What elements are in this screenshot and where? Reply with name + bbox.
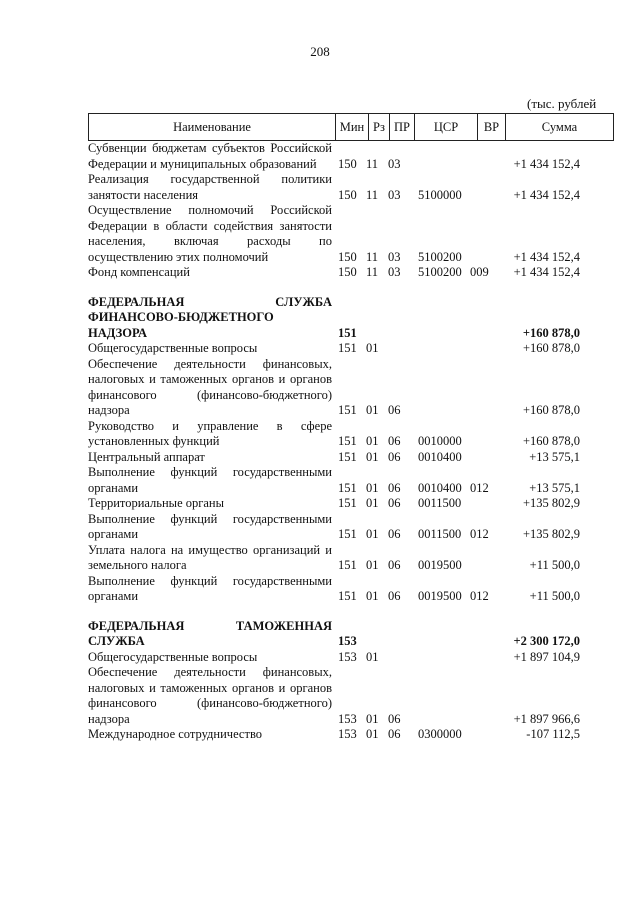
row-min: 151 bbox=[338, 527, 357, 541]
row-name: Обеспечение деятельности финансовых, налоговых и таможенных органов и органов финансового (финансово-бюджетного) надзора bbox=[88, 356, 332, 417]
row-sum: +1 897 104,9 bbox=[513, 649, 580, 664]
row-csr bbox=[412, 357, 470, 419]
row-min: 151 bbox=[338, 449, 357, 464]
row-min: 151 bbox=[338, 558, 357, 572]
row-csr: 0011500 bbox=[418, 527, 462, 541]
row-pr: 03 bbox=[388, 156, 401, 171]
row-min: 153 bbox=[338, 711, 357, 726]
row-rz: 01 bbox=[366, 527, 379, 541]
page-number: 208 bbox=[310, 44, 330, 59]
row-rz: 11 bbox=[366, 265, 379, 279]
row-vr bbox=[470, 496, 504, 512]
row-min: 151 bbox=[338, 325, 357, 340]
table-row bbox=[88, 141, 580, 172]
row-rz bbox=[366, 295, 388, 342]
row-name: Общегосударственные вопросы bbox=[88, 649, 258, 664]
row-name: Международное сотрудничество bbox=[88, 727, 263, 741]
row-sum: +135 802,9 bbox=[522, 496, 580, 510]
section-title: ФЕДЕРАЛЬНАЯ СЛУЖБА ФИНАНСОВО-БЮДЖЕТНОГО НАДЗОРА bbox=[88, 294, 332, 340]
row-min: 150 bbox=[338, 249, 357, 264]
row-name: Центральный аппарат bbox=[88, 449, 205, 464]
row-rz: 01 bbox=[366, 403, 379, 417]
row-min: 151 bbox=[338, 496, 357, 510]
row-pr: 06 bbox=[388, 449, 401, 464]
section-row bbox=[88, 619, 580, 650]
row-vr bbox=[470, 419, 504, 450]
row-sum: +135 802,9 bbox=[522, 527, 580, 541]
table-row bbox=[88, 574, 580, 605]
row-sum: +160 878,0 bbox=[522, 403, 580, 417]
row-name: Уплата налога на имущество организаций и земельного налога bbox=[88, 542, 332, 572]
table-row bbox=[88, 465, 580, 496]
row-csr bbox=[412, 295, 470, 342]
table-row bbox=[88, 172, 580, 203]
row-pr: 03 bbox=[388, 187, 401, 202]
row-pr bbox=[388, 341, 412, 357]
table-row bbox=[88, 265, 580, 281]
column-header-csr: ЦСР bbox=[415, 114, 478, 141]
row-sum: +11 500,0 bbox=[529, 589, 580, 603]
row-name: Общегосударственные вопросы bbox=[88, 341, 258, 355]
table-row bbox=[88, 450, 580, 466]
table-row bbox=[88, 419, 580, 450]
row-pr: 06 bbox=[388, 727, 401, 741]
row-pr: 06 bbox=[388, 496, 401, 510]
row-csr: 5100000 bbox=[418, 187, 462, 202]
row-rz: 01 bbox=[366, 341, 379, 355]
row-vr: 012 bbox=[470, 589, 489, 603]
row-csr: 5100200 bbox=[418, 249, 462, 264]
row-vr bbox=[470, 357, 504, 419]
row-pr: 06 bbox=[388, 527, 401, 541]
row-pr bbox=[388, 619, 412, 650]
table-row bbox=[88, 512, 580, 543]
unit-note: (тыс. рублей bbox=[527, 96, 597, 111]
row-rz: 01 bbox=[366, 711, 379, 726]
row-vr: 012 bbox=[470, 480, 489, 495]
row-vr bbox=[470, 203, 504, 265]
row-csr bbox=[412, 619, 470, 650]
row-csr: 0300000 bbox=[418, 727, 462, 741]
row-min: 151 bbox=[338, 480, 357, 495]
row-min: 150 bbox=[338, 265, 357, 279]
row-name: Выполнение функций государственными органами bbox=[88, 511, 332, 541]
row-vr bbox=[470, 295, 504, 342]
row-pr: 06 bbox=[388, 589, 401, 603]
row-min: 151 bbox=[338, 589, 357, 603]
table-row bbox=[88, 727, 580, 743]
table-row bbox=[88, 665, 580, 727]
row-name: Субвенции бюджетам субъектов Российской Федерации и муниципальных образований bbox=[88, 141, 332, 171]
row-name: Обеспечение деятельности финансовых, налоговых и таможенных органов и органов финансового (финансово-бюджетного) надзора bbox=[88, 665, 332, 726]
row-name: Территориальные органы bbox=[88, 496, 225, 510]
row-sum: +160 878,0 bbox=[522, 325, 580, 340]
row-sum: +2 300 172,0 bbox=[513, 634, 580, 648]
column-header-sum: Сумма bbox=[506, 114, 614, 141]
column-header-pr: ПР bbox=[390, 114, 415, 141]
row-min: 150 bbox=[338, 156, 357, 171]
row-vr bbox=[470, 727, 504, 743]
row-vr: 009 bbox=[470, 265, 489, 279]
row-csr: 5100200 bbox=[418, 265, 462, 279]
row-sum: +13 575,1 bbox=[529, 480, 580, 495]
row-name: Выполнение функций государственными органами bbox=[88, 573, 332, 603]
row-pr: 03 bbox=[388, 265, 401, 279]
table-header bbox=[88, 113, 614, 141]
row-rz: 11 bbox=[366, 249, 379, 264]
row-csr: 0010400 bbox=[418, 480, 462, 495]
row-rz: 11 bbox=[366, 156, 379, 171]
row-min: 153 bbox=[338, 649, 357, 664]
row-pr: 06 bbox=[388, 434, 401, 448]
row-csr: 0019500 bbox=[418, 589, 462, 603]
row-csr: 0019500 bbox=[418, 558, 462, 572]
column-header-min: Мин bbox=[336, 114, 369, 141]
table-row bbox=[88, 203, 580, 265]
row-min: 150 bbox=[338, 187, 357, 202]
column-header-name: Наименование bbox=[89, 114, 336, 141]
row-vr bbox=[470, 341, 504, 357]
row-csr: 0010000 bbox=[418, 434, 462, 448]
row-sum: +1 434 152,4 bbox=[513, 156, 580, 171]
row-pr: 06 bbox=[388, 403, 401, 417]
row-csr bbox=[412, 141, 470, 172]
section-row bbox=[88, 295, 580, 342]
row-rz: 01 bbox=[366, 727, 379, 741]
section-title: ФЕДЕРАЛЬНАЯ ТАМОЖЕННАЯ СЛУЖБА bbox=[88, 618, 332, 648]
row-rz: 01 bbox=[366, 649, 379, 664]
row-vr bbox=[470, 619, 504, 650]
row-vr bbox=[470, 543, 504, 574]
row-sum: -107 112,5 bbox=[526, 727, 580, 741]
column-header-vr: ВР bbox=[478, 114, 506, 141]
row-rz bbox=[366, 619, 388, 650]
row-sum: +1 434 152,4 bbox=[513, 249, 580, 264]
row-min: 153 bbox=[338, 727, 357, 741]
row-csr: 0011500 bbox=[418, 496, 462, 510]
table-row bbox=[88, 650, 580, 666]
row-csr: 0010400 bbox=[418, 449, 462, 464]
row-rz: 11 bbox=[366, 187, 379, 202]
row-name: Осуществление полномочий Российской Федерации в области содействия занятости населения, включая расходы по осуществлению этих полномочий bbox=[88, 203, 332, 264]
row-sum: +1 434 152,4 bbox=[513, 265, 580, 279]
table-row bbox=[88, 341, 580, 357]
row-sum: +13 575,1 bbox=[529, 449, 580, 464]
column-header-rz: Рз bbox=[369, 114, 390, 141]
row-vr bbox=[470, 450, 504, 466]
row-vr bbox=[470, 665, 504, 727]
table-row bbox=[88, 543, 580, 574]
row-sum: +160 878,0 bbox=[522, 434, 580, 448]
row-min: 151 bbox=[338, 434, 357, 448]
row-rz: 01 bbox=[366, 589, 379, 603]
row-csr bbox=[412, 650, 470, 666]
table-row bbox=[88, 496, 580, 512]
row-sum: +1 434 152,4 bbox=[513, 187, 580, 202]
row-vr bbox=[470, 172, 504, 203]
row-rz: 01 bbox=[366, 496, 379, 510]
row-min: 151 bbox=[338, 341, 357, 355]
row-pr bbox=[388, 295, 412, 342]
budget-table bbox=[88, 141, 580, 743]
row-pr: 06 bbox=[388, 480, 401, 495]
row-csr bbox=[412, 665, 470, 727]
row-vr bbox=[470, 141, 504, 172]
row-sum: +1 897 966,6 bbox=[513, 711, 580, 726]
row-name: Выполнение функций государственными органами bbox=[88, 465, 332, 495]
row-rz: 01 bbox=[366, 480, 379, 495]
row-csr bbox=[412, 341, 470, 357]
row-name: Фонд компенсаций bbox=[88, 265, 190, 279]
row-rz: 01 bbox=[366, 434, 379, 448]
row-sum: +11 500,0 bbox=[529, 558, 580, 572]
row-vr bbox=[470, 650, 504, 666]
row-pr bbox=[388, 650, 412, 666]
row-vr: 012 bbox=[470, 527, 489, 541]
row-name: Реализация государственной политики занятости населения bbox=[88, 172, 332, 202]
row-pr: 06 bbox=[388, 558, 401, 572]
row-rz: 01 bbox=[366, 558, 379, 572]
row-min: 153 bbox=[338, 634, 357, 648]
row-min: 151 bbox=[338, 403, 357, 417]
row-name: Руководство и управление в сфере установленных функций bbox=[88, 418, 332, 448]
row-rz: 01 bbox=[366, 449, 379, 464]
table-row bbox=[88, 357, 580, 419]
row-pr: 06 bbox=[388, 711, 401, 726]
row-pr: 03 bbox=[388, 249, 401, 264]
row-sum: +160 878,0 bbox=[522, 341, 580, 355]
